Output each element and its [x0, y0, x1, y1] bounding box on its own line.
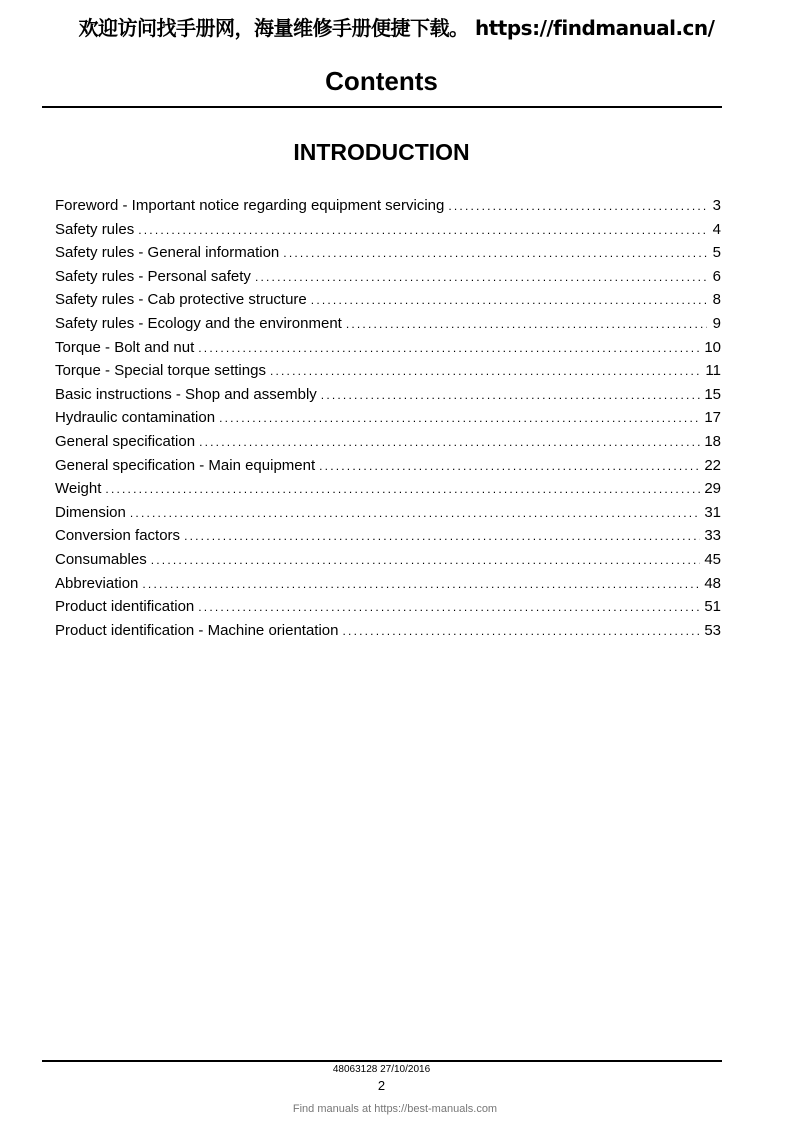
- toc-entry-label: Basic instructions - Shop and assembly: [55, 385, 317, 403]
- toc-entry-label: Dimension: [55, 503, 126, 521]
- page-title: Contents: [325, 66, 438, 96]
- toc-entry-label: Safety rules - General information: [55, 244, 280, 262]
- toc-entry[interactable]: [55, 268, 721, 292]
- toc-entry-page: 51: [704, 598, 721, 616]
- download-banner[interactable]: 欢迎访问找手册网，海量维修手册便捷下载。 https://findmanual.cn/: [78, 16, 715, 40]
- toc-entry-label: Abbreviation: [55, 574, 139, 592]
- toc-entry-label: Safety rules - Cab protective structure: [55, 291, 307, 309]
- footer-link[interactable]: Find manuals at https://best-manuals.com: [292, 1103, 498, 1115]
- dot-leader: [319, 459, 700, 473]
- dot-leader: [448, 199, 707, 213]
- toc-entry[interactable]: [55, 386, 721, 410]
- toc-entry-page: 29: [704, 480, 721, 498]
- toc-entry[interactable]: [55, 315, 721, 339]
- dot-leader: [198, 341, 700, 355]
- toc-entry-label: Conversion factors: [55, 527, 181, 545]
- toc-entry[interactable]: [55, 622, 721, 646]
- toc-entry-page: 10: [704, 338, 721, 356]
- toc-entry[interactable]: [55, 598, 721, 622]
- toc-entry-page: 9: [712, 314, 721, 332]
- toc-entry-label: General specification - Main equipment: [55, 456, 316, 474]
- dot-leader: [270, 364, 701, 378]
- dot-leader: [199, 435, 700, 449]
- section-heading: INTRODUCTION: [293, 139, 470, 165]
- toc-entry-page: 5: [712, 244, 721, 262]
- toc-entry-page: 31: [704, 503, 721, 521]
- table-of-contents: [55, 197, 721, 645]
- toc-entry-page: 17: [704, 409, 721, 427]
- toc-entry-page: 18: [704, 432, 721, 450]
- toc-entry[interactable]: [55, 339, 721, 363]
- toc-entry-page: 11: [705, 362, 721, 380]
- dot-leader: [198, 600, 700, 614]
- toc-entry[interactable]: [55, 291, 721, 315]
- toc-entry-label: Product identification - Machine orientation: [55, 621, 339, 639]
- toc-entry-label: Product identification: [55, 598, 195, 616]
- toc-entry-page: 33: [704, 527, 721, 545]
- toc-entry[interactable]: [55, 504, 721, 528]
- toc-entry-page: 6: [712, 267, 721, 285]
- page-number: 2: [377, 1078, 386, 1093]
- toc-entry-label: Torque - Special torque settings: [55, 362, 266, 380]
- dot-leader: [219, 411, 700, 425]
- dot-leader: [343, 624, 701, 638]
- dot-leader: [255, 270, 707, 284]
- toc-entry-page: 4: [712, 220, 721, 238]
- toc-entry-page: 3: [712, 197, 721, 214]
- dot-leader: [321, 388, 701, 402]
- toc-entry[interactable]: [55, 527, 721, 551]
- toc-entry-label: Consumables: [55, 550, 147, 568]
- dot-leader: [151, 553, 701, 567]
- toc-entry-label: General specification: [55, 432, 196, 450]
- dot-leader: [142, 577, 700, 591]
- toc-entry-label: Safety rules - Personal safety: [55, 267, 251, 285]
- toc-entry[interactable]: [55, 362, 721, 386]
- dot-leader: [138, 223, 707, 237]
- dot-leader: [130, 506, 700, 520]
- toc-entry-page: 45: [704, 550, 721, 568]
- toc-entry-page: 48: [704, 574, 721, 592]
- toc-entry-page: 8: [712, 291, 721, 309]
- toc-entry-label: Weight: [55, 480, 102, 498]
- toc-entry[interactable]: [55, 575, 721, 599]
- toc-entry[interactable]: [55, 244, 721, 268]
- toc-entry-page: 15: [704, 385, 721, 403]
- header-divider: [42, 106, 722, 108]
- toc-entry[interactable]: [55, 197, 721, 221]
- toc-entry-label: Torque - Bolt and nut: [55, 338, 195, 356]
- dot-leader: [283, 246, 707, 260]
- toc-entry[interactable]: [55, 480, 721, 504]
- toc-entry-label: Safety rules - Ecology and the environment: [55, 314, 342, 332]
- toc-entry[interactable]: [55, 551, 721, 575]
- toc-entry-label: Foreword - Important notice regarding equipment servicing: [55, 197, 445, 214]
- toc-entry[interactable]: [55, 433, 721, 457]
- toc-entry[interactable]: [55, 457, 721, 481]
- dot-leader: [105, 482, 700, 496]
- toc-entry[interactable]: [55, 409, 721, 433]
- toc-entry-page: 22: [704, 456, 721, 474]
- toc-entry[interactable]: [55, 221, 721, 245]
- dot-leader: [311, 293, 707, 307]
- dot-leader: [346, 317, 707, 331]
- toc-entry-page: 53: [704, 621, 721, 639]
- toc-entry-label: Safety rules: [55, 220, 135, 238]
- dot-leader: [184, 529, 700, 543]
- toc-entry-label: Hydraulic contamination: [55, 409, 216, 427]
- footer-divider: [42, 1060, 722, 1062]
- document-id: 48063128 27/10/2016: [332, 1064, 431, 1075]
